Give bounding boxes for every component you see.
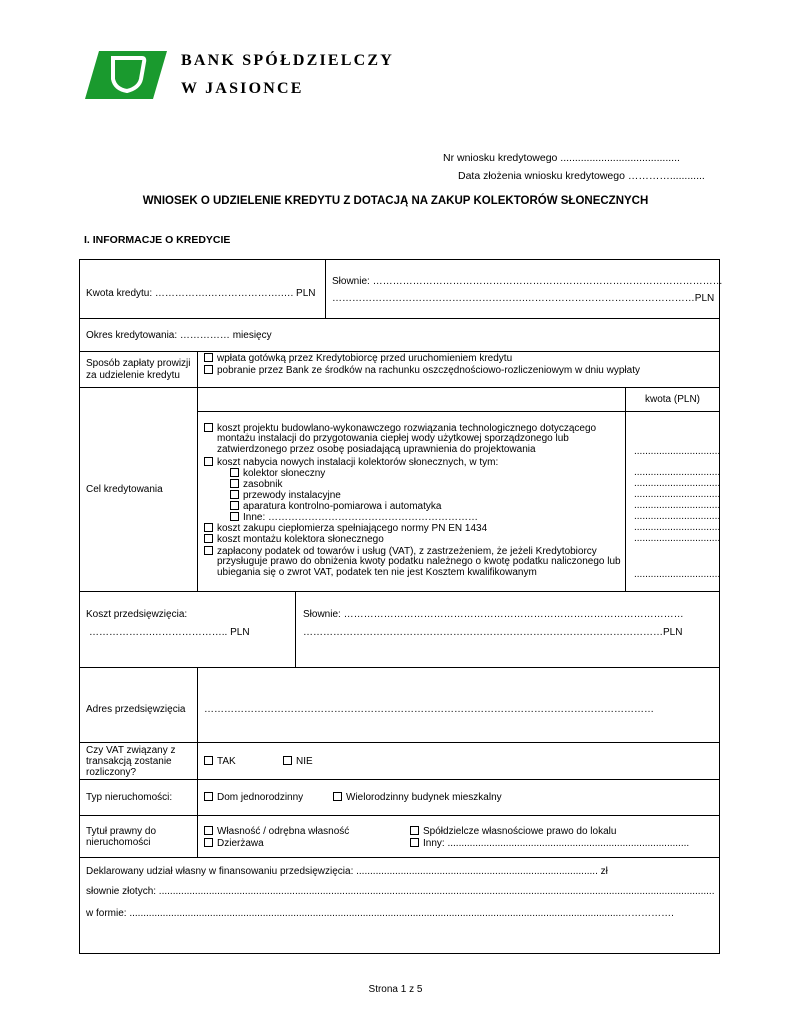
property-type-house-label: Dom jednorodzinny bbox=[217, 792, 304, 803]
purpose-item-installations[interactable] bbox=[204, 457, 498, 469]
loan-period-field[interactable]: Okres kredytowania: …………… miesięcy bbox=[86, 330, 272, 341]
property-type-multi[interactable] bbox=[333, 792, 502, 803]
checkbox[interactable] bbox=[230, 512, 239, 521]
property-type-multi-label: Wielorodzinny budynek mieszkalny bbox=[346, 792, 502, 803]
property-type-label: Typ nieruchomości: bbox=[86, 792, 173, 803]
project-cost-words-line2[interactable]: ………………………………………………………………………………………………PLN bbox=[303, 627, 683, 638]
checkbox[interactable] bbox=[204, 423, 213, 432]
amount-field[interactable]: ............................... bbox=[634, 489, 721, 500]
checkbox[interactable] bbox=[230, 468, 239, 477]
vat-label-line3: rozliczony? bbox=[86, 767, 137, 778]
fee-label-line2: za udzielenie kredytu bbox=[86, 370, 180, 381]
purpose-item-text: zatwierdzonego przez osobę posiadającą uprawnienia do projektowania bbox=[217, 444, 536, 455]
purpose-item-text: montażu instalacji do przygotowania ciepłej wody użytkowej sporządzonego lub bbox=[217, 433, 569, 444]
checkbox[interactable] bbox=[204, 365, 213, 374]
own-contribution-words-field[interactable]: słownie złotych: ........................................................................................................................................................................................................ bbox=[86, 886, 715, 897]
property-type-house[interactable] bbox=[204, 792, 303, 803]
purpose-item-collector[interactable] bbox=[230, 468, 325, 480]
page-number: Strona 1 z 5 bbox=[368, 984, 423, 995]
amount-field[interactable]: ............................... bbox=[634, 522, 721, 533]
purpose-item-text: kolektor słoneczny bbox=[243, 468, 326, 479]
purpose-item-text: Inne: ……………………………………………………… bbox=[243, 512, 479, 523]
vat-label-line2: transakcją zostanie bbox=[86, 756, 172, 767]
legal-title-label-line1: Tytuł prawny do bbox=[86, 826, 157, 837]
vat-label-line1: Czy VAT związany z bbox=[86, 745, 176, 756]
legal-option-lease[interactable] bbox=[204, 838, 264, 849]
own-contribution-form-field[interactable]: w formie: .................................................................................................................................................................................……………. bbox=[86, 908, 674, 919]
vat-yes-label: TAK bbox=[217, 756, 236, 767]
section-title: I. INFORMACJE O KREDYCIE bbox=[84, 234, 231, 246]
checkbox[interactable] bbox=[410, 826, 419, 835]
legal-title-label-line2: nieruchomości bbox=[86, 837, 151, 848]
checkbox[interactable] bbox=[204, 353, 213, 362]
purpose-item-text: przysługuje prawo do obniżenia kwoty podatku należnego o kwotę podatku naliczonego lub bbox=[217, 556, 621, 567]
amount-field[interactable]: ............................... bbox=[634, 446, 721, 457]
legal-option-ownership-label: Własność / odrębna własność bbox=[217, 826, 350, 837]
purpose-item-installation[interactable] bbox=[204, 534, 384, 546]
amount-field[interactable]: ............................... bbox=[634, 533, 721, 544]
purpose-item-pipes[interactable] bbox=[230, 490, 341, 502]
purpose-item-automation[interactable] bbox=[230, 501, 441, 513]
fee-option-account[interactable] bbox=[204, 365, 640, 376]
checkbox[interactable] bbox=[204, 523, 213, 532]
amount-in-words-line1[interactable]: Słownie: …………………………………………………………………………………………… bbox=[332, 276, 723, 287]
legal-option-cooperative-label: Spółdzielcze własnościowe prawo do lokalu bbox=[423, 826, 617, 837]
purpose-item-text: koszt zakupu ciepłomierza spełniającego normy PN EN 1434 bbox=[217, 523, 488, 534]
fee-option-cash-label: wpłata gotówką przez Kredytobiorcę przed uruchomieniem kredytu bbox=[217, 353, 513, 364]
checkbox[interactable] bbox=[204, 534, 213, 543]
amount-field[interactable]: ............................... bbox=[634, 478, 721, 489]
legal-option-ownership[interactable] bbox=[204, 826, 349, 837]
fee-label-line1: Sposób zapłaty prowizji bbox=[86, 358, 191, 369]
project-cost-words-line1[interactable]: Słownie: ………………………………………………………………………………………… bbox=[303, 609, 684, 620]
bank-name-line1: BANK SPÓŁDZIELCZY bbox=[181, 52, 394, 69]
purpose-item-tank[interactable] bbox=[230, 479, 282, 491]
checkbox[interactable] bbox=[204, 826, 213, 835]
purpose-label: Cel kredytowania bbox=[86, 484, 163, 495]
vat-no-option[interactable] bbox=[283, 756, 313, 767]
amount-column-header: kwota (PLN) bbox=[645, 394, 701, 405]
checkbox[interactable] bbox=[204, 838, 213, 847]
fee-option-account-label: pobranie przez Bank ze środków na rachunku oszczędnościowo-rozliczeniowym w dniu wypłaty bbox=[217, 365, 640, 376]
checkbox[interactable] bbox=[410, 838, 419, 847]
checkbox[interactable] bbox=[283, 756, 292, 765]
purpose-item-text: ubiegania się o zwrot VAT, podatek ten nie jest Kosztem kwalifikowanym bbox=[217, 567, 537, 578]
purpose-item-text: przewody instalacyjne bbox=[243, 490, 341, 501]
bank-logo bbox=[85, 51, 167, 99]
amount-in-words-line2[interactable]: ………………………………………………….……………………………………………PLN bbox=[332, 293, 715, 304]
application-date-field[interactable]: Data złożenia wniosku kredytowego …………............ bbox=[458, 170, 705, 182]
legal-option-other-label: Inny: ....................................................................................... bbox=[423, 838, 690, 849]
checkbox[interactable] bbox=[230, 479, 239, 488]
purpose-item-text: zapłacony podatek od towarów i usług (VAT), z zastrzeżeniem, że jeżeli Kredytobiorcy bbox=[217, 546, 597, 557]
project-cost-label: Koszt przedsięwzięcia: bbox=[86, 609, 188, 620]
purpose-item-text: koszt montażu kolektora słonecznego bbox=[217, 534, 384, 545]
amount-field[interactable]: ............................... bbox=[634, 511, 721, 522]
legal-option-cooperative[interactable] bbox=[410, 826, 616, 837]
purpose-item-text: zasobnik bbox=[243, 479, 283, 490]
application-number-field[interactable]: Nr wniosku kredytowego ......................................... bbox=[443, 152, 680, 164]
document-title: WNIOSEK O UDZIELENIE KREDYTU Z DOTACJĄ NA ZAKUP KOLEKTORÓW SŁONECZNYCH bbox=[142, 195, 649, 207]
loan-amount-field[interactable]: Kwota kredytu: …………….………………….…. PLN bbox=[86, 288, 316, 299]
bank-name-line2: W JASIONCE bbox=[181, 80, 304, 97]
purpose-item-text: koszt nabycia nowych instalacji kolektorów słonecznych, w tym: bbox=[217, 457, 499, 468]
checkbox[interactable] bbox=[230, 490, 239, 499]
project-address-field[interactable]: ……………………………………………………………………………………………………………………… bbox=[204, 704, 654, 715]
purpose-item-heat-meter[interactable] bbox=[204, 523, 487, 535]
own-contribution-field[interactable]: Deklarowany udział własny w finansowaniu przedsięwzięcia: ....................................................................................... zł bbox=[86, 866, 608, 877]
checkbox[interactable] bbox=[230, 501, 239, 510]
vat-yes-option[interactable] bbox=[204, 756, 236, 767]
project-address-label: Adres przedsięwzięcia bbox=[86, 704, 186, 715]
legal-option-other[interactable] bbox=[410, 838, 689, 849]
project-cost-field[interactable]: ……………….………………….. PLN bbox=[89, 627, 250, 638]
amount-field[interactable]: ............................... bbox=[634, 467, 721, 478]
amount-field[interactable]: ............................... bbox=[634, 569, 721, 580]
checkbox[interactable] bbox=[204, 457, 213, 466]
purpose-item-other[interactable] bbox=[230, 512, 478, 524]
purpose-item-text: koszt projektu budowlano-wykonawczego rozwiązania technologicznego dotyczącego bbox=[217, 423, 597, 434]
checkbox[interactable] bbox=[204, 756, 213, 765]
amount-field[interactable]: ............................... bbox=[634, 500, 721, 511]
fee-option-cash[interactable] bbox=[204, 353, 512, 364]
checkbox[interactable] bbox=[333, 792, 342, 801]
checkbox[interactable] bbox=[204, 546, 213, 555]
legal-option-lease-label: Dzierżawa bbox=[217, 838, 264, 849]
checkbox[interactable] bbox=[204, 792, 213, 801]
vat-no-label: NIE bbox=[296, 756, 313, 767]
purpose-item-text: aparatura kontrolno-pomiarowa i automatyka bbox=[243, 501, 442, 512]
